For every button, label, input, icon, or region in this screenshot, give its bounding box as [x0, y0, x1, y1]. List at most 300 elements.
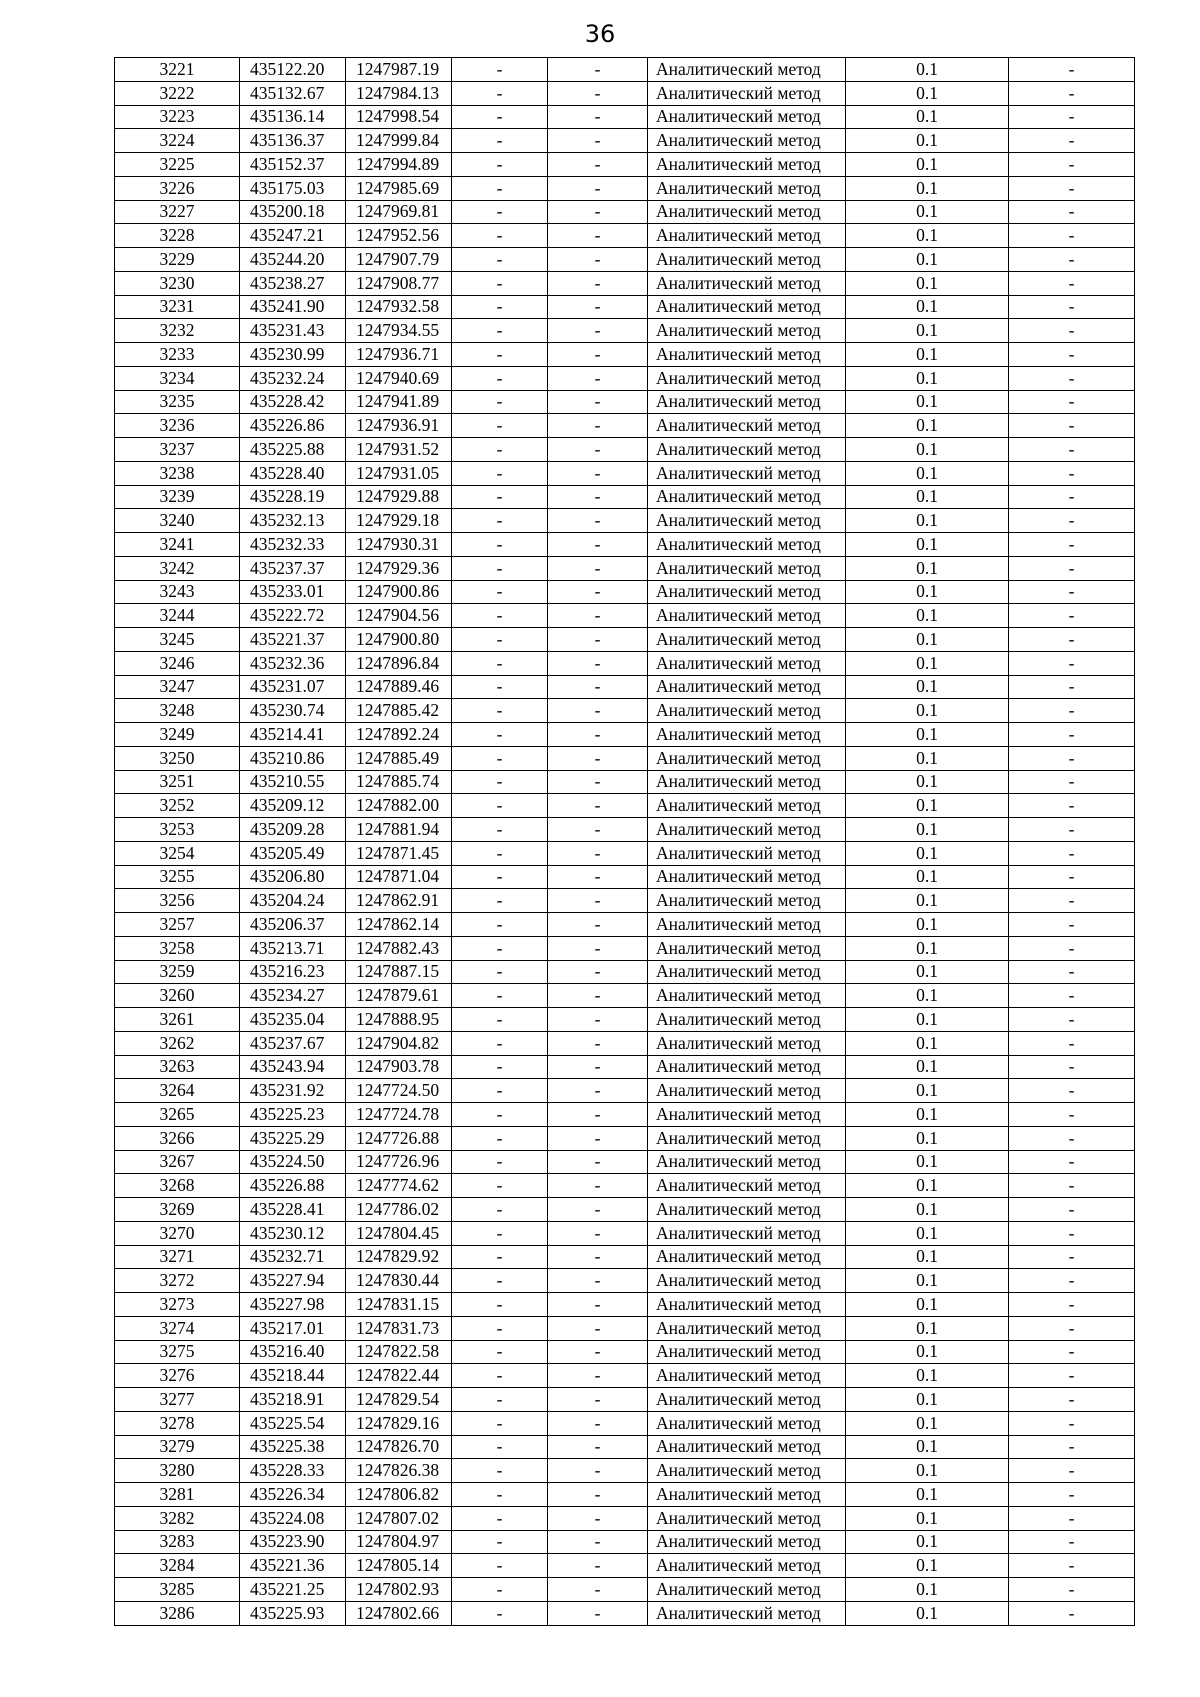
point-number-cell: 3235 — [115, 390, 240, 414]
point-number-cell: 3243 — [115, 580, 240, 604]
dash-cell: - — [548, 1055, 648, 1079]
x-coordinate-cell: 435136.14 — [240, 105, 346, 129]
dash-cell: - — [452, 913, 548, 937]
table-row — [115, 1411, 1135, 1435]
dash-cell: - — [548, 1031, 648, 1055]
dash-cell: - — [548, 438, 648, 462]
accuracy-cell: 0.1 — [846, 1506, 1009, 1530]
dash-cell: - — [452, 461, 548, 485]
accuracy-cell: 0.1 — [846, 1530, 1009, 1554]
dash-cell: - — [1009, 390, 1135, 414]
dash-cell: - — [1009, 438, 1135, 462]
x-coordinate-cell: 435224.50 — [240, 1150, 346, 1174]
dash-cell: - — [452, 509, 548, 533]
point-number-cell: 3264 — [115, 1079, 240, 1103]
table-row — [115, 1008, 1135, 1032]
method-cell: Аналитический метод — [648, 1126, 846, 1150]
dash-cell: - — [548, 604, 648, 628]
method-cell: Аналитический метод — [648, 1506, 846, 1530]
y-coordinate-cell: 1247887.15 — [346, 960, 452, 984]
dash-cell: - — [1009, 699, 1135, 723]
point-number-cell: 3228 — [115, 224, 240, 248]
y-coordinate-cell: 1247726.88 — [346, 1126, 452, 1150]
dash-cell: - — [1009, 533, 1135, 557]
method-cell: Аналитический метод — [648, 960, 846, 984]
dash-cell: - — [548, 556, 648, 580]
dash-cell: - — [548, 746, 648, 770]
x-coordinate-cell: 435214.41 — [240, 723, 346, 747]
y-coordinate-cell: 1247802.93 — [346, 1578, 452, 1602]
dash-cell: - — [548, 224, 648, 248]
y-coordinate-cell: 1247934.55 — [346, 319, 452, 343]
accuracy-cell: 0.1 — [846, 746, 1009, 770]
x-coordinate-cell: 435244.20 — [240, 248, 346, 272]
x-coordinate-cell: 435210.55 — [240, 770, 346, 794]
dash-cell: - — [452, 723, 548, 747]
point-number-cell: 3229 — [115, 248, 240, 272]
x-coordinate-cell: 435218.44 — [240, 1364, 346, 1388]
accuracy-cell: 0.1 — [846, 509, 1009, 533]
dash-cell: - — [452, 1269, 548, 1293]
y-coordinate-cell: 1247932.58 — [346, 295, 452, 319]
dash-cell: - — [548, 1198, 648, 1222]
x-coordinate-cell: 435221.37 — [240, 628, 346, 652]
accuracy-cell: 0.1 — [846, 580, 1009, 604]
method-cell: Аналитический метод — [648, 1435, 846, 1459]
method-cell: Аналитический метод — [648, 1411, 846, 1435]
accuracy-cell: 0.1 — [846, 319, 1009, 343]
accuracy-cell: 0.1 — [846, 1008, 1009, 1032]
method-cell: Аналитический метод — [648, 248, 846, 272]
point-number-cell: 3238 — [115, 461, 240, 485]
dash-cell: - — [452, 343, 548, 367]
accuracy-cell: 0.1 — [846, 200, 1009, 224]
table-row — [115, 343, 1135, 367]
accuracy-cell: 0.1 — [846, 1340, 1009, 1364]
dash-cell: - — [1009, 1293, 1135, 1317]
table-row — [115, 1530, 1135, 1554]
y-coordinate-cell: 1247896.84 — [346, 651, 452, 675]
table-row — [115, 1388, 1135, 1412]
method-cell: Аналитический метод — [648, 1079, 846, 1103]
accuracy-cell: 0.1 — [846, 1601, 1009, 1625]
accuracy-cell: 0.1 — [846, 794, 1009, 818]
dash-cell: - — [452, 129, 548, 153]
y-coordinate-cell: 1247952.56 — [346, 224, 452, 248]
dash-cell: - — [1009, 1221, 1135, 1245]
method-cell: Аналитический метод — [648, 1578, 846, 1602]
dash-cell: - — [452, 58, 548, 82]
accuracy-cell: 0.1 — [846, 58, 1009, 82]
y-coordinate-cell: 1247940.69 — [346, 366, 452, 390]
table-row — [115, 1055, 1135, 1079]
y-coordinate-cell: 1247907.79 — [346, 248, 452, 272]
dash-cell: - — [452, 770, 548, 794]
accuracy-cell: 0.1 — [846, 1316, 1009, 1340]
point-number-cell: 3222 — [115, 81, 240, 105]
dash-cell: - — [548, 651, 648, 675]
accuracy-cell: 0.1 — [846, 936, 1009, 960]
accuracy-cell: 0.1 — [846, 1126, 1009, 1150]
dash-cell: - — [1009, 865, 1135, 889]
dash-cell: - — [452, 1174, 548, 1198]
y-coordinate-cell: 1247831.73 — [346, 1316, 452, 1340]
table-row — [115, 295, 1135, 319]
x-coordinate-cell: 435232.13 — [240, 509, 346, 533]
accuracy-cell: 0.1 — [846, 556, 1009, 580]
table-row — [115, 1293, 1135, 1317]
dash-cell: - — [548, 1483, 648, 1507]
dash-cell: - — [548, 414, 648, 438]
accuracy-cell: 0.1 — [846, 1388, 1009, 1412]
accuracy-cell: 0.1 — [846, 841, 1009, 865]
table-row — [115, 319, 1135, 343]
dash-cell: - — [548, 1103, 648, 1127]
dash-cell: - — [548, 1126, 648, 1150]
dash-cell: - — [548, 1601, 648, 1625]
accuracy-cell: 0.1 — [846, 295, 1009, 319]
x-coordinate-cell: 435231.43 — [240, 319, 346, 343]
dash-cell: - — [548, 1506, 648, 1530]
method-cell: Аналитический метод — [648, 1293, 846, 1317]
dash-cell: - — [548, 580, 648, 604]
point-number-cell: 3239 — [115, 485, 240, 509]
x-coordinate-cell: 435228.19 — [240, 485, 346, 509]
method-cell: Аналитический метод — [648, 176, 846, 200]
accuracy-cell: 0.1 — [846, 1055, 1009, 1079]
accuracy-cell: 0.1 — [846, 533, 1009, 557]
point-number-cell: 3283 — [115, 1530, 240, 1554]
method-cell: Аналитический метод — [648, 509, 846, 533]
dash-cell: - — [548, 841, 648, 865]
table-row — [115, 1079, 1135, 1103]
method-cell: Аналитический метод — [648, 1554, 846, 1578]
table-row — [115, 1221, 1135, 1245]
y-coordinate-cell: 1247969.81 — [346, 200, 452, 224]
dash-cell: - — [452, 960, 548, 984]
dash-cell: - — [452, 1601, 548, 1625]
dash-cell: - — [548, 1269, 648, 1293]
point-number-cell: 3274 — [115, 1316, 240, 1340]
y-coordinate-cell: 1247885.74 — [346, 770, 452, 794]
x-coordinate-cell: 435238.27 — [240, 271, 346, 295]
point-number-cell: 3279 — [115, 1435, 240, 1459]
y-coordinate-cell: 1247929.88 — [346, 485, 452, 509]
accuracy-cell: 0.1 — [846, 129, 1009, 153]
point-number-cell: 3258 — [115, 936, 240, 960]
dash-cell: - — [452, 841, 548, 865]
dash-cell: - — [1009, 129, 1135, 153]
dash-cell: - — [548, 865, 648, 889]
y-coordinate-cell: 1247871.04 — [346, 865, 452, 889]
x-coordinate-cell: 435228.41 — [240, 1198, 346, 1222]
y-coordinate-cell: 1247903.78 — [346, 1055, 452, 1079]
method-cell: Аналитический метод — [648, 1388, 846, 1412]
dash-cell: - — [452, 1530, 548, 1554]
x-coordinate-cell: 435152.37 — [240, 153, 346, 177]
table-row — [115, 1483, 1135, 1507]
dash-cell: - — [452, 580, 548, 604]
accuracy-cell: 0.1 — [846, 461, 1009, 485]
y-coordinate-cell: 1247904.56 — [346, 604, 452, 628]
table-row — [115, 984, 1135, 1008]
y-coordinate-cell: 1247830.44 — [346, 1269, 452, 1293]
y-coordinate-cell: 1247786.02 — [346, 1198, 452, 1222]
x-coordinate-cell: 435243.94 — [240, 1055, 346, 1079]
point-number-cell: 3240 — [115, 509, 240, 533]
point-number-cell: 3249 — [115, 723, 240, 747]
point-number-cell: 3278 — [115, 1411, 240, 1435]
dash-cell: - — [1009, 770, 1135, 794]
page-number: 36 — [584, 20, 616, 48]
accuracy-cell: 0.1 — [846, 699, 1009, 723]
point-number-cell: 3252 — [115, 794, 240, 818]
y-coordinate-cell: 1247931.05 — [346, 461, 452, 485]
dash-cell: - — [452, 936, 548, 960]
accuracy-cell: 0.1 — [846, 913, 1009, 937]
x-coordinate-cell: 435228.42 — [240, 390, 346, 414]
table-row — [115, 889, 1135, 913]
point-number-cell: 3247 — [115, 675, 240, 699]
x-coordinate-cell: 435209.12 — [240, 794, 346, 818]
y-coordinate-cell: 1247900.86 — [346, 580, 452, 604]
dash-cell: - — [452, 1221, 548, 1245]
dash-cell: - — [548, 770, 648, 794]
table-row — [115, 105, 1135, 129]
point-number-cell: 3225 — [115, 153, 240, 177]
dash-cell: - — [548, 889, 648, 913]
y-coordinate-cell: 1247985.69 — [346, 176, 452, 200]
point-number-cell: 3256 — [115, 889, 240, 913]
y-coordinate-cell: 1247984.13 — [346, 81, 452, 105]
dash-cell: - — [1009, 200, 1135, 224]
table-row — [115, 438, 1135, 462]
point-number-cell: 3234 — [115, 366, 240, 390]
dash-cell: - — [548, 818, 648, 842]
method-cell: Аналитический метод — [648, 390, 846, 414]
dash-cell: - — [452, 153, 548, 177]
dash-cell: - — [452, 1316, 548, 1340]
method-cell: Аналитический метод — [648, 1150, 846, 1174]
table-row — [115, 248, 1135, 272]
table-row — [115, 1578, 1135, 1602]
method-cell: Аналитический метод — [648, 1055, 846, 1079]
dash-cell: - — [452, 1506, 548, 1530]
x-coordinate-cell: 435221.25 — [240, 1578, 346, 1602]
dash-cell: - — [1009, 675, 1135, 699]
table-row — [115, 81, 1135, 105]
point-number-cell: 3267 — [115, 1150, 240, 1174]
method-cell: Аналитический метод — [648, 1245, 846, 1269]
dash-cell: - — [452, 81, 548, 105]
y-coordinate-cell: 1247724.50 — [346, 1079, 452, 1103]
table-row — [115, 1340, 1135, 1364]
accuracy-cell: 0.1 — [846, 366, 1009, 390]
x-coordinate-cell: 435230.99 — [240, 343, 346, 367]
dash-cell: - — [452, 1126, 548, 1150]
accuracy-cell: 0.1 — [846, 1150, 1009, 1174]
method-cell: Аналитический метод — [648, 865, 846, 889]
dash-cell: - — [1009, 1103, 1135, 1127]
point-number-cell: 3276 — [115, 1364, 240, 1388]
x-coordinate-cell: 435213.71 — [240, 936, 346, 960]
dash-cell: - — [452, 1364, 548, 1388]
method-cell: Аналитический метод — [648, 295, 846, 319]
dash-cell: - — [452, 1459, 548, 1483]
point-number-cell: 3241 — [115, 533, 240, 557]
point-number-cell: 3281 — [115, 1483, 240, 1507]
dash-cell: - — [1009, 366, 1135, 390]
dash-cell: - — [548, 723, 648, 747]
x-coordinate-cell: 435228.33 — [240, 1459, 346, 1483]
dash-cell: - — [1009, 1601, 1135, 1625]
accuracy-cell: 0.1 — [846, 1411, 1009, 1435]
point-number-cell: 3262 — [115, 1031, 240, 1055]
point-number-cell: 3286 — [115, 1601, 240, 1625]
dash-cell: - — [548, 984, 648, 1008]
dash-cell: - — [452, 414, 548, 438]
accuracy-cell: 0.1 — [846, 604, 1009, 628]
y-coordinate-cell: 1247807.02 — [346, 1506, 452, 1530]
dash-cell: - — [548, 153, 648, 177]
method-cell: Аналитический метод — [648, 129, 846, 153]
x-coordinate-cell: 435216.23 — [240, 960, 346, 984]
dash-cell: - — [452, 1150, 548, 1174]
method-cell: Аналитический метод — [648, 723, 846, 747]
x-coordinate-cell: 435224.08 — [240, 1506, 346, 1530]
table-row — [115, 485, 1135, 509]
method-cell: Аналитический метод — [648, 1483, 846, 1507]
point-number-cell: 3275 — [115, 1340, 240, 1364]
y-coordinate-cell: 1247871.45 — [346, 841, 452, 865]
table-row — [115, 1150, 1135, 1174]
dash-cell: - — [1009, 1411, 1135, 1435]
table-row — [115, 865, 1135, 889]
x-coordinate-cell: 435223.90 — [240, 1530, 346, 1554]
dash-cell: - — [548, 366, 648, 390]
table-row — [115, 604, 1135, 628]
method-cell: Аналитический метод — [648, 1198, 846, 1222]
method-cell: Аналитический метод — [648, 651, 846, 675]
method-cell: Аналитический метод — [648, 580, 846, 604]
point-number-cell: 3263 — [115, 1055, 240, 1079]
dash-cell: - — [548, 343, 648, 367]
table-row — [115, 509, 1135, 533]
dash-cell: - — [452, 366, 548, 390]
point-number-cell: 3251 — [115, 770, 240, 794]
point-number-cell: 3224 — [115, 129, 240, 153]
accuracy-cell: 0.1 — [846, 81, 1009, 105]
method-cell: Аналитический метод — [648, 936, 846, 960]
accuracy-cell: 0.1 — [846, 153, 1009, 177]
dash-cell: - — [452, 248, 548, 272]
dash-cell: - — [452, 438, 548, 462]
point-number-cell: 3266 — [115, 1126, 240, 1150]
y-coordinate-cell: 1247930.31 — [346, 533, 452, 557]
y-coordinate-cell: 1247936.91 — [346, 414, 452, 438]
dash-cell: - — [1009, 509, 1135, 533]
accuracy-cell: 0.1 — [846, 675, 1009, 699]
table-row — [115, 129, 1135, 153]
x-coordinate-cell: 435217.01 — [240, 1316, 346, 1340]
x-coordinate-cell: 435237.67 — [240, 1031, 346, 1055]
accuracy-cell: 0.1 — [846, 818, 1009, 842]
x-coordinate-cell: 435231.07 — [240, 675, 346, 699]
accuracy-cell: 0.1 — [846, 865, 1009, 889]
dash-cell: - — [548, 105, 648, 129]
table-row — [115, 461, 1135, 485]
dash-cell: - — [1009, 58, 1135, 82]
table-row — [115, 271, 1135, 295]
dash-cell: - — [1009, 176, 1135, 200]
dash-cell: - — [548, 295, 648, 319]
accuracy-cell: 0.1 — [846, 1364, 1009, 1388]
accuracy-cell: 0.1 — [846, 390, 1009, 414]
method-cell: Аналитический метод — [648, 913, 846, 937]
dash-cell: - — [452, 176, 548, 200]
y-coordinate-cell: 1247826.38 — [346, 1459, 452, 1483]
dash-cell: - — [1009, 1079, 1135, 1103]
accuracy-cell: 0.1 — [846, 1293, 1009, 1317]
dash-cell: - — [548, 1293, 648, 1317]
dash-cell: - — [1009, 153, 1135, 177]
dash-cell: - — [1009, 343, 1135, 367]
x-coordinate-cell: 435227.98 — [240, 1293, 346, 1317]
method-cell: Аналитический метод — [648, 818, 846, 842]
dash-cell: - — [1009, 889, 1135, 913]
dash-cell: - — [1009, 81, 1135, 105]
point-number-cell: 3223 — [115, 105, 240, 129]
table-row — [115, 1459, 1135, 1483]
dash-cell: - — [1009, 248, 1135, 272]
point-number-cell: 3250 — [115, 746, 240, 770]
point-number-cell: 3261 — [115, 1008, 240, 1032]
table-row — [115, 58, 1135, 82]
x-coordinate-cell: 435216.40 — [240, 1340, 346, 1364]
dash-cell: - — [548, 248, 648, 272]
method-cell: Аналитический метод — [648, 556, 846, 580]
dash-cell: - — [452, 818, 548, 842]
dash-cell: - — [548, 1150, 648, 1174]
table-row — [115, 1506, 1135, 1530]
point-number-cell: 3270 — [115, 1221, 240, 1245]
y-coordinate-cell: 1247888.95 — [346, 1008, 452, 1032]
point-number-cell: 3282 — [115, 1506, 240, 1530]
x-coordinate-cell: 435205.49 — [240, 841, 346, 865]
point-number-cell: 3245 — [115, 628, 240, 652]
x-coordinate-cell: 435226.86 — [240, 414, 346, 438]
dash-cell: - — [548, 1221, 648, 1245]
dash-cell: - — [452, 1031, 548, 1055]
point-number-cell: 3273 — [115, 1293, 240, 1317]
x-coordinate-cell: 435231.92 — [240, 1079, 346, 1103]
y-coordinate-cell: 1247831.15 — [346, 1293, 452, 1317]
dash-cell: - — [1009, 1483, 1135, 1507]
accuracy-cell: 0.1 — [846, 248, 1009, 272]
dash-cell: - — [1009, 1269, 1135, 1293]
method-cell: Аналитический метод — [648, 438, 846, 462]
table-row — [115, 1316, 1135, 1340]
dash-cell: - — [548, 628, 648, 652]
point-number-cell: 3260 — [115, 984, 240, 1008]
dash-cell: - — [1009, 556, 1135, 580]
method-cell: Аналитический метод — [648, 271, 846, 295]
dash-cell: - — [548, 675, 648, 699]
table-row — [115, 366, 1135, 390]
x-coordinate-cell: 435225.93 — [240, 1601, 346, 1625]
method-cell: Аналитический метод — [648, 1364, 846, 1388]
method-cell: Аналитический метод — [648, 984, 846, 1008]
